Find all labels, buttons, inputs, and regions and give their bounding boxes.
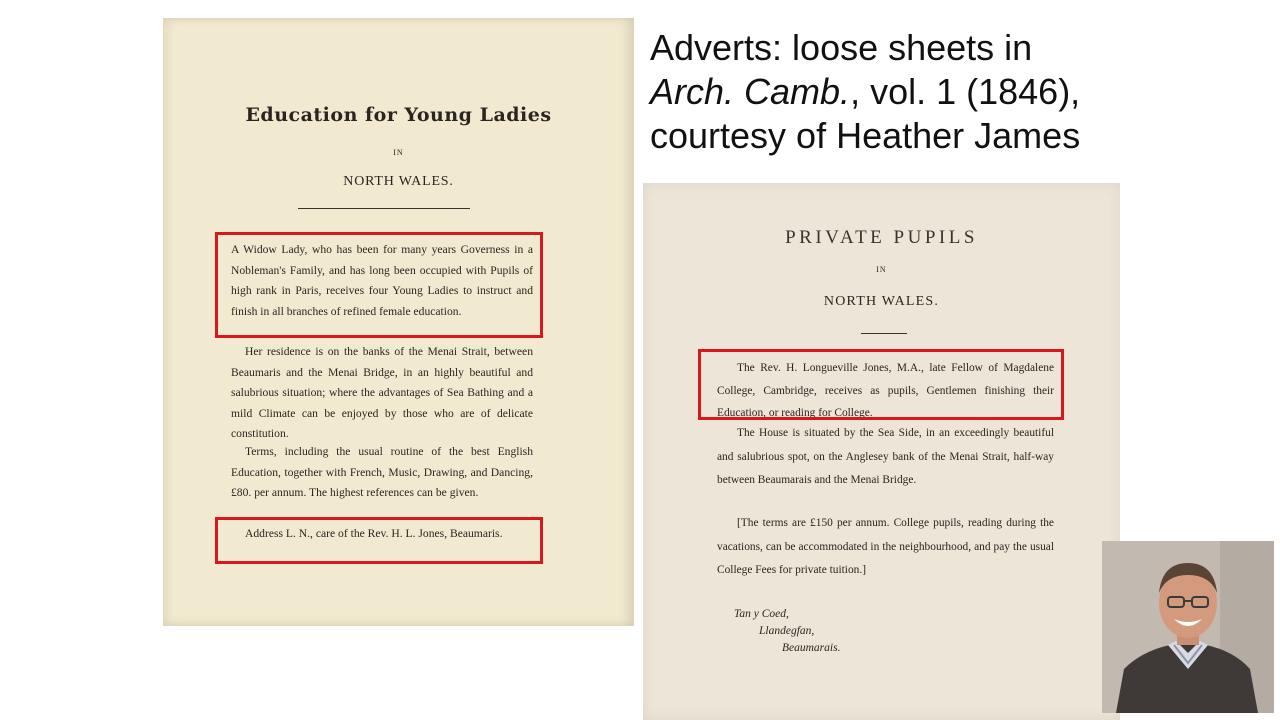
right-advert-divider [861,333,907,334]
caption-line-2 [650,70,1130,114]
presenter-webcam [1102,541,1274,713]
highlight-box-widow-lady [215,232,543,338]
highlight-box-address [215,517,543,564]
right-advert-paragraph-2: The House is situated by the Sea Side, in an exceedingly beautiful and salubrious spot, on the Anglesey bank of the Menai Strait, half-way between Beaumarais and the Menai Bridge. [717,427,1054,486]
right-advert-address-line-3: Beaumarais. [782,642,841,654]
caption-volume: , vol. 1 (1846), [850,71,1081,112]
caption-journal-title: Arch. Camb. [650,71,851,112]
right-advert-address-line-1: Tan y Coed, [734,608,789,620]
caption-line-3: courtesy of Heather James [650,115,1081,156]
caption-line-1: Adverts: loose sheets in [650,27,1033,68]
presenter-image [1102,541,1274,713]
right-advert-title: PRIVATE PUPILS [785,227,978,248]
left-advert-paragraph-1: A Widow Lady, who has been for many years Governess in a Nobleman's Family, and has long been occupied with Pupils of high rank in Paris, receives four Young Ladies to instruct and finish in all branches of refined female education. [231,243,533,318]
right-advert-in: IN [876,265,887,274]
left-advert-place: NORTH WALES. [343,174,454,189]
right-advert-paragraph-3: [The terms are £150 per annum. College pupils, reading during the vacations, can be accommodated in the neighbourhood, and pay the usual College Fees for private tuition.] [717,517,1054,576]
left-advert-paragraph-4: Address L. N., care of the Rev. H. L. Jones, Beaumaris. [245,527,503,540]
left-advert-in: IN [393,148,404,157]
highlight-box-rev-jones [698,349,1064,420]
slide-caption [650,26,1130,158]
right-advert-address-line-2: Llandegfan, [759,625,815,637]
left-advert-paragraph-2: Her residence is on the banks of the Menai Strait, between Beaumaris and the Menai Bridge, in an highly beautiful and salubrious situation; where the advantages of Sea Bathing and a mild Climate can be enjoyed by those who are of delicate constitution. [231,345,533,440]
left-advert-divider [298,208,470,209]
left-advert-title: Education for Young Ladies [245,104,552,126]
right-advert-place: NORTH WALES. [823,294,940,309]
left-advert-paragraph-3: Terms, including the usual routine of the best English Education, together with French, Music, Drawing, and Dancing, £80. per annum. The highest references can be given. [231,445,533,499]
right-advert-paragraph-1: The Rev. H. Longueville Jones, M.A., late Fellow of Magdalene College, Cambridge, receives as pupils, Gentlemen finishing their Education, or reading for College. [717,362,1054,419]
advert-private-pupils [643,183,1120,720]
